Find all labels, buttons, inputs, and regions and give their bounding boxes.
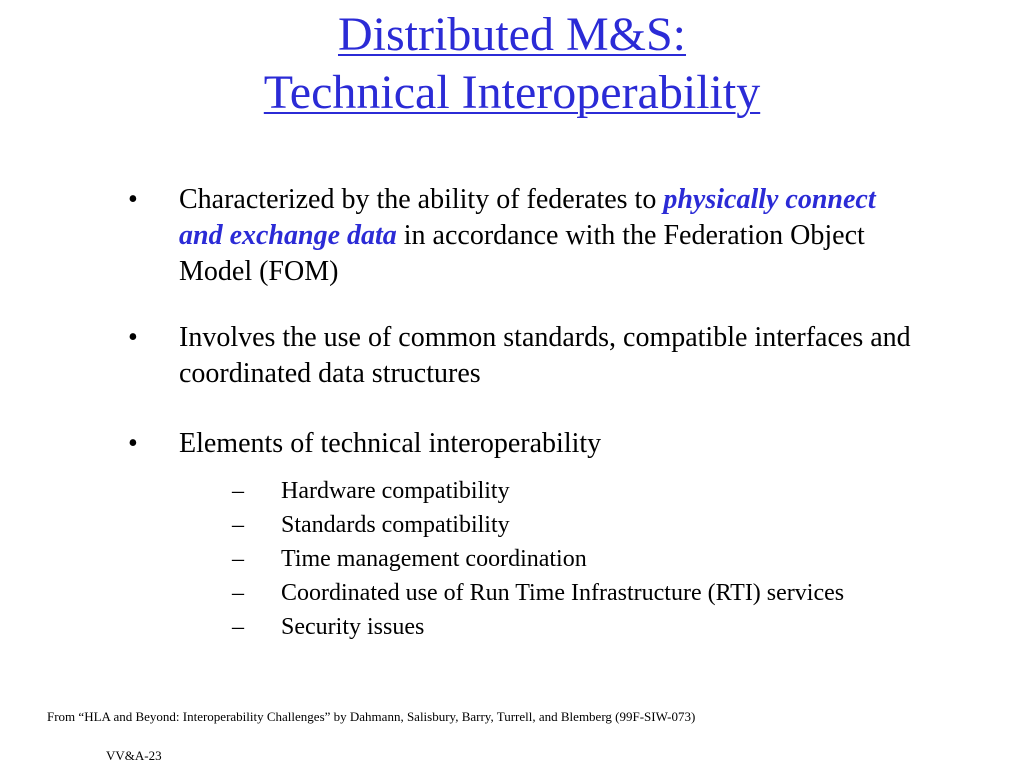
sub-bullet-dash: – (232, 546, 244, 572)
source-citation: From “HLA and Beyond: Interoperability Challenges” by Dahmann, Salisbury, Barry, Turrell, and Blemberg (99F-SIW-073) (47, 709, 696, 724)
sub-bullet-item (232, 508, 852, 542)
sub-bullet-dash: – (232, 478, 244, 504)
sub-bullet-text: Standards compatibility (281, 512, 510, 538)
title-line-1: Distributed M&S: (337, 8, 687, 61)
sub-bullet-dash: – (232, 614, 244, 640)
bullet-text-pre: Characterized by the ability of federates to (179, 184, 664, 215)
bullet-marker: • (128, 322, 138, 353)
sub-bullet-dash: – (232, 580, 244, 606)
bullet-list (124, 182, 924, 644)
sub-bullet-item (232, 610, 852, 644)
bullet-marker: • (128, 184, 138, 215)
sub-bullet-dash: – (232, 512, 244, 538)
title-line-2: Technical Interoperability (263, 66, 761, 119)
bullet-text-post: in accordance with the Federation Object Model (FOM) (179, 220, 865, 287)
bullet-marker: • (128, 428, 138, 459)
slide-title (0, 6, 1024, 122)
bullet-emphasis: physically connect and exchange data (179, 184, 876, 251)
sub-bullet-item (232, 474, 852, 508)
sub-bullet-text: Coordinated use of Run Time Infrastructure (RTI) services (281, 580, 845, 606)
sub-bullet-item (232, 542, 852, 576)
sub-bullet-text: Security issues (281, 614, 425, 640)
sub-bullet-item (232, 576, 852, 610)
bullet-item (124, 320, 924, 392)
bullet-text: Involves the use of common standards, compatible interfaces and coordinated data structures (179, 322, 911, 389)
sub-bullet-text: Time management coordination (281, 546, 587, 572)
slide-number: VV&A-23 (106, 748, 162, 763)
sub-bullet-list (232, 474, 852, 644)
bullet-item (124, 182, 924, 290)
sub-bullet-text: Hardware compatibility (281, 478, 510, 504)
bullet-item (124, 426, 924, 462)
bullet-text: Elements of technical interoperability (179, 428, 602, 459)
